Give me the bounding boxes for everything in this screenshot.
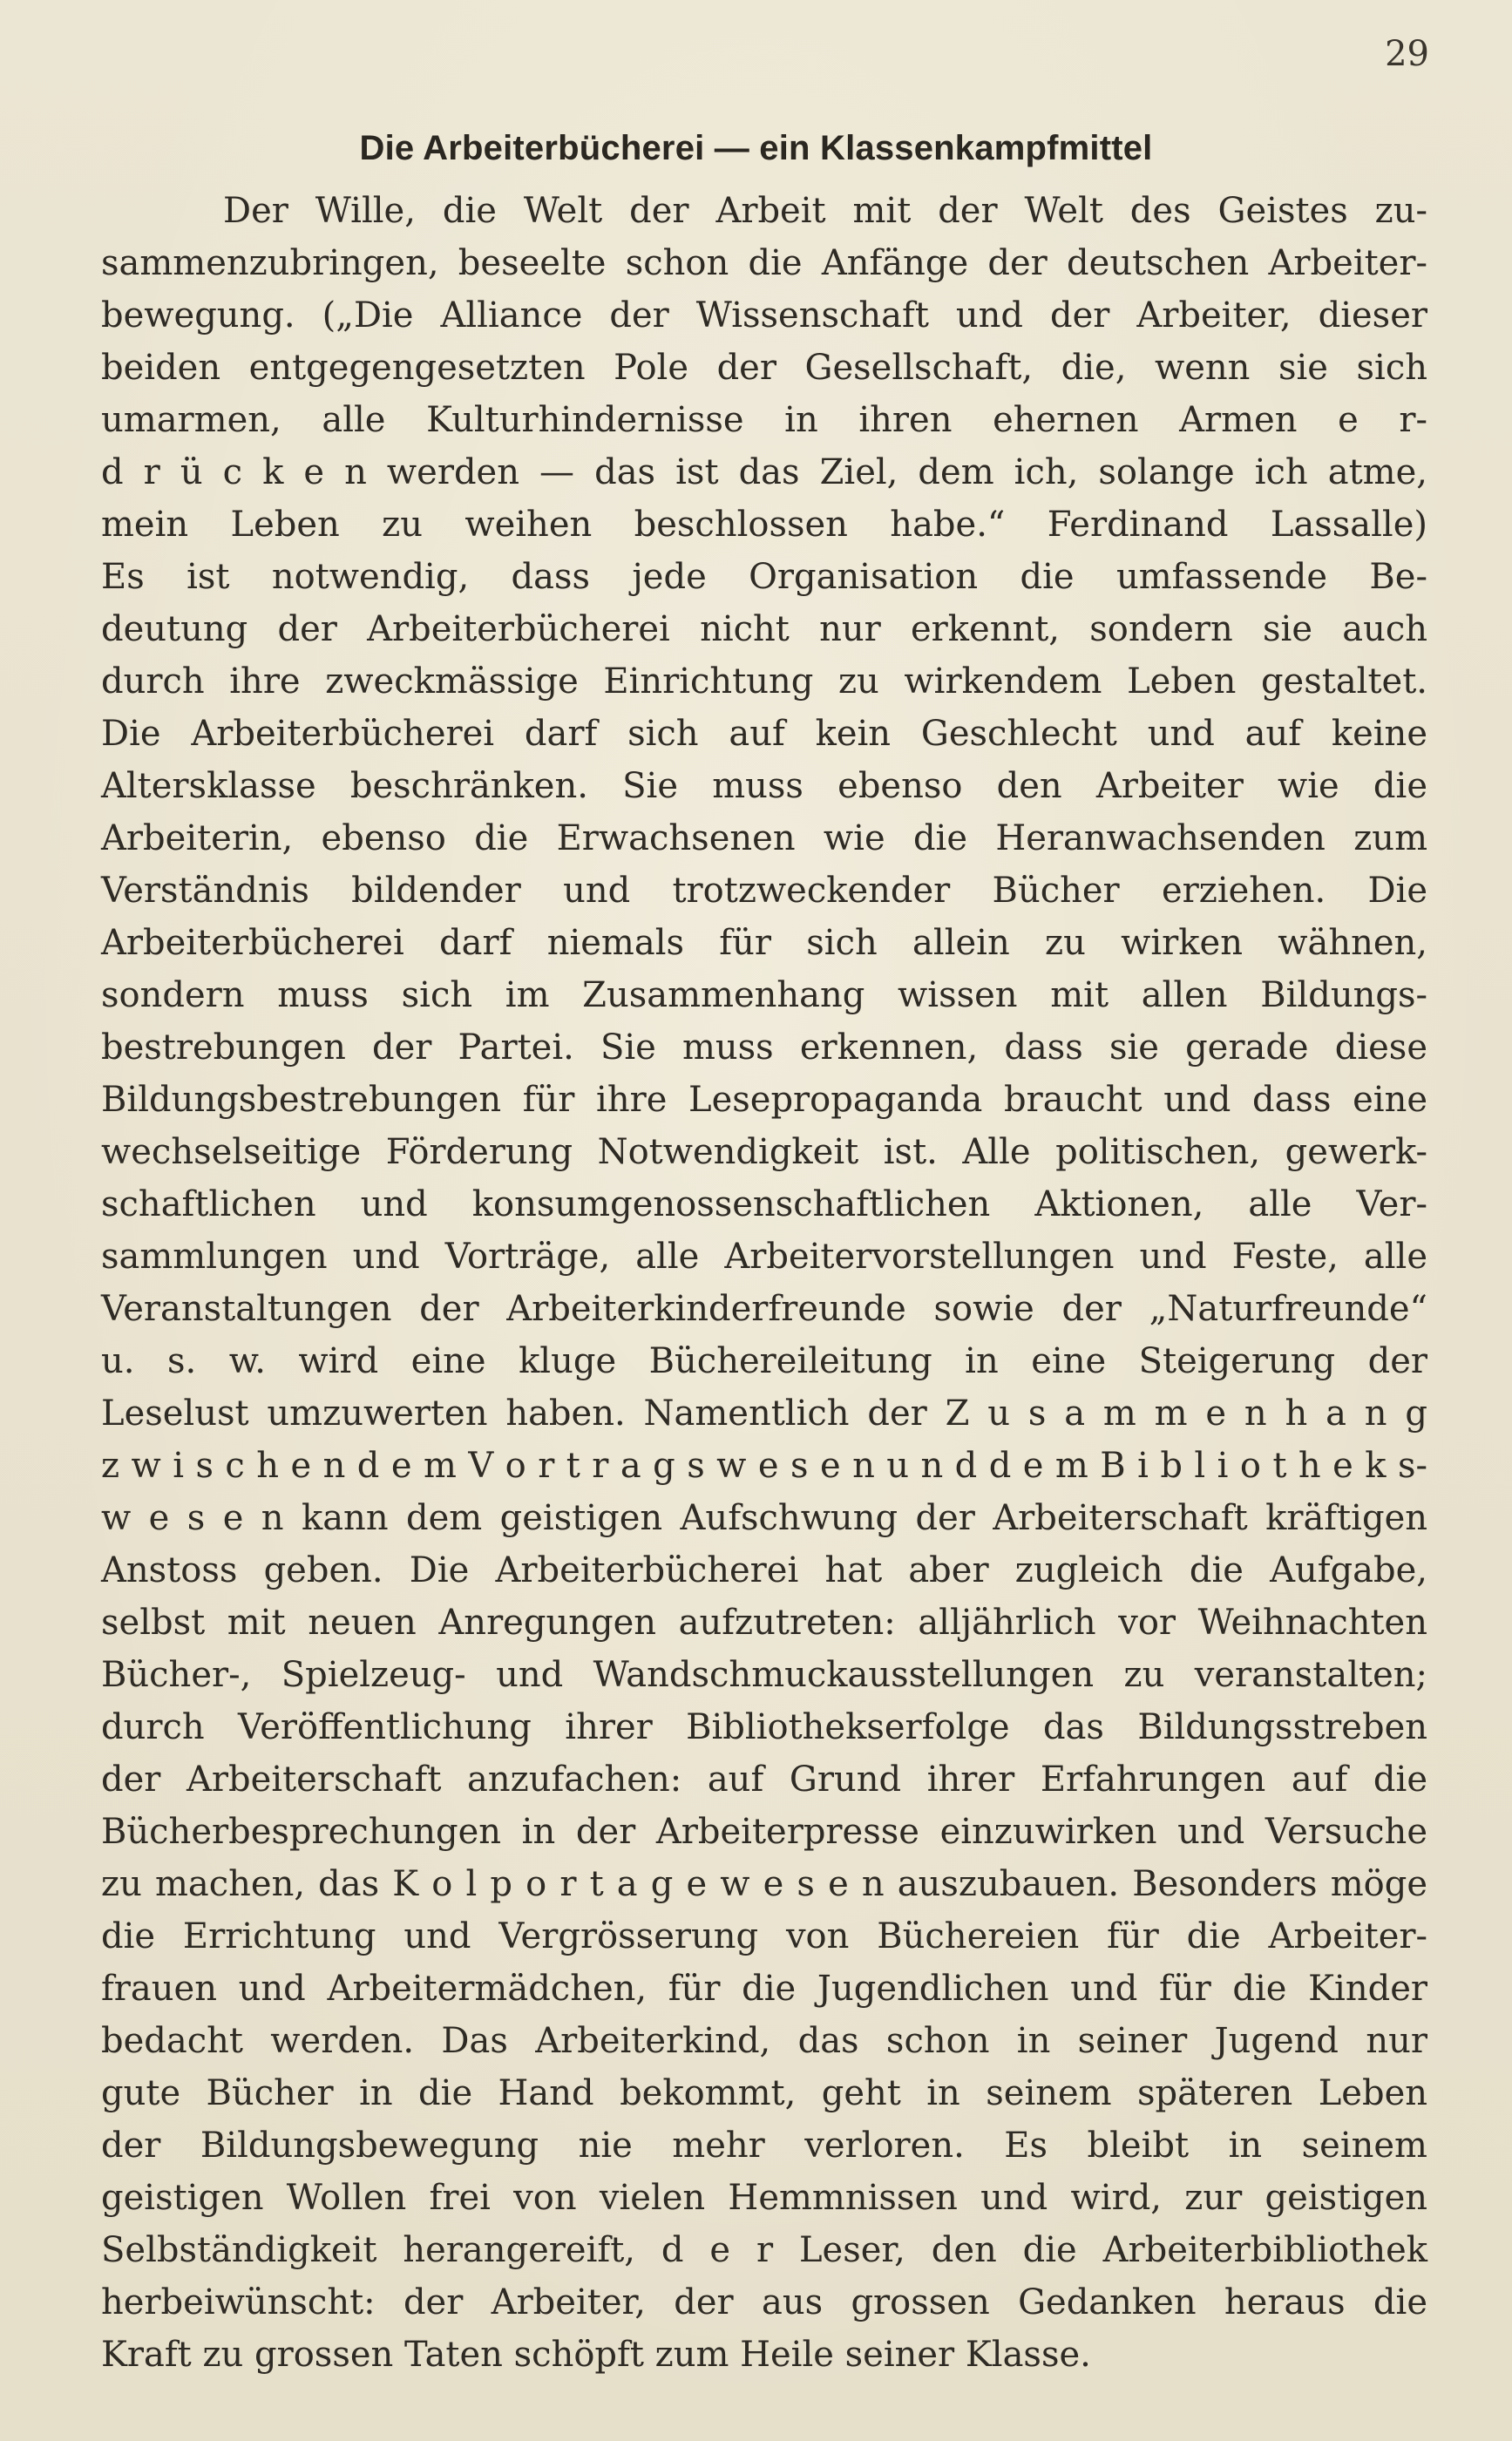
text-line: Bücher-, Spielzeug- und Wandschmuckausstellungen zu veranstalten; (101, 1655, 1427, 1695)
text-line: mein Leben zu weihen beschlossen habe.“ Ferdinand Lassalle) (101, 505, 1427, 545)
text-line: geistigen Wollen frei von vielen Hemmnissen und wird, zur geistigen (101, 2178, 1427, 2218)
text-line: Altersklasse beschränken. Sie muss ebenso den Arbeiter wie die (101, 766, 1427, 806)
text-line: Es ist notwendig, dass jede Organisation die umfassende Be- (101, 557, 1427, 597)
body-paragraph (101, 185, 1427, 2381)
text-line: Die Arbeiterbücherei darf sich auf kein Geschlecht und auf keine (101, 714, 1427, 754)
text-line: herbeiwünscht: der Arbeiter, der aus grossen Gedanken heraus die (101, 2282, 1427, 2322)
text-line: beiden entgegengesetzten Pole der Gesellschaft, die, wenn sie sich (101, 348, 1427, 388)
text-line: wechselseitige Förderung Notwendigkeit ist. Alle politischen, gewerk- (101, 1132, 1427, 1172)
text-line: sondern muss sich im Zusammenhang wissen mit allen Bildungs- (101, 975, 1427, 1015)
text-line: der Bildungsbewegung nie mehr verloren. Es bleibt in seinem (101, 2126, 1427, 2166)
text-line: der Arbeiterschaft anzufachen: auf Grund ihrer Erfahrungen auf die (101, 1760, 1427, 1800)
page-number: 29 (1385, 34, 1429, 74)
text-line: bewegung. („Die Alliance der Wissenschaft und der Arbeiter, dieser (101, 295, 1427, 336)
text-line: w e s e n kann dem geistigen Aufschwung der Arbeiterschaft kräftigen (101, 1498, 1427, 1538)
text-line: Arbeiterbücherei darf niemals für sich allein zu wirken wähnen, (101, 923, 1427, 963)
text-line: Anstoss geben. Die Arbeiterbücherei hat aber zugleich die Aufgabe, (101, 1550, 1427, 1590)
text-line: schaftlichen und konsumgenossenschaftlichen Aktionen, alle Ver- (101, 1184, 1427, 1224)
text-line: Veranstaltungen der Arbeiterkinderfreunde sowie der „Naturfreunde“ (101, 1289, 1427, 1329)
text-line: d r ü c k e n werden — das ist das Ziel, dem ich, solange ich atme, (101, 452, 1427, 492)
text-line: frauen und Arbeitermädchen, für die Jugendlichen und für die Kinder (101, 1969, 1427, 2009)
text-line: gute Bücher in die Hand bekommt, geht in seinem späteren Leben (101, 2073, 1427, 2113)
text-line: deutung der Arbeiterbücherei nicht nur erkennt, sondern sie auch (101, 609, 1427, 649)
text-line: u. s. w. wird eine kluge Büchereileitung in eine Steigerung der (101, 1341, 1427, 1381)
section-heading: Die Arbeiterbücherei — ein Klassenkampfmittel (359, 129, 1153, 167)
text-line: durch Veröffentlichung ihrer Bibliothekserfolge das Bildungsstreben (101, 1707, 1427, 1747)
text-line: die Errichtung und Vergrösserung von Büchereien für die Arbeiter- (101, 1916, 1427, 1956)
text-line: Bücherbesprechungen in der Arbeiterpresse einzuwirken und Versuche (101, 1812, 1427, 1852)
text-line: umarmen, alle Kulturhindernisse in ihren ehernen Armen e r- (101, 400, 1427, 440)
text-line: Selbständigkeit herangereift, d e r Leser, den die Arbeiterbibliothek (101, 2230, 1427, 2270)
text-line: Kraft zu grossen Taten schöpft zum Heile seiner Klasse. (101, 2335, 1091, 2375)
text-line: Arbeiterin, ebenso die Erwachsenen wie die Heranwachsenden zum (101, 818, 1427, 858)
text-line: selbst mit neuen Anregungen aufzutreten: alljährlich vor Weihnachten (101, 1603, 1427, 1643)
text-line: Der Wille, die Welt der Arbeit mit der Welt des Geistes zu- (223, 191, 1427, 231)
text-line: zu machen, das K o l p o r t a g e w e s e n auszubauen. Besonders möge (101, 1864, 1427, 1904)
text-line: Verständnis bildender und trotzweckender Bücher erziehen. Die (101, 871, 1427, 911)
text-line: Bildungsbestrebungen für ihre Lesepropaganda braucht und dass eine (101, 1080, 1427, 1120)
text-line: sammlungen und Vorträge, alle Arbeitervorstellungen und Feste, alle (101, 1237, 1427, 1277)
text-line: z w i s c h e n d e m V o r t r a g s w e s e n u n d d e m B i b l i o t h e k s- (101, 1446, 1427, 1486)
text-line: sammenzubringen, beseelte schon die Anfänge der deutschen Arbeiter- (101, 243, 1427, 283)
text-line: Leselust umzuwerten haben. Namentlich der Z u s a m m e n h a n g (101, 1393, 1427, 1434)
text-line: bestrebungen der Partei. Sie muss erkennen, dass sie gerade diese (101, 1027, 1427, 1068)
text-line: bedacht werden. Das Arbeiterkind, das schon in seiner Jugend nur (101, 2021, 1427, 2061)
text-line: durch ihre zweckmässige Einrichtung zu wirkendem Leben gestaltet. (101, 661, 1427, 702)
